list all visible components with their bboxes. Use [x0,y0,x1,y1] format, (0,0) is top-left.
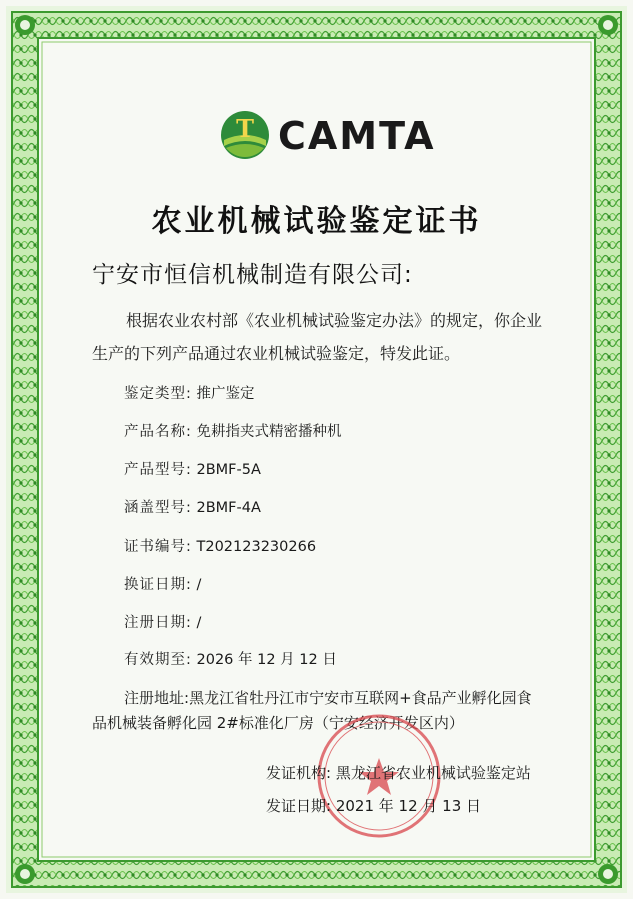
address-line-1: 黑龙江省牡丹江市宁安市互联网+食品产业孵化园食 [189,689,532,707]
address-label: 注册地址: [124,689,190,707]
registered-address [124,684,552,712]
field-product-model: 产品型号: 2BMF-5A [124,462,261,478]
field-value: 2BMF-4A [196,500,261,516]
field-product-name: 产品名称: 免耕指夹式精密播种机 [124,424,342,440]
issue-date-value: 2021 年 12 月 13 日 [335,797,482,815]
field-covered-model: 涵盖型号: 2BMF-4A [124,500,261,516]
field-certificate-number: 证书编号: T202123230266 [124,539,317,555]
certificate-title: 农业机械试验鉴定证书 [151,204,482,239]
field-value: 免耕指夹式精密播种机 [196,424,342,440]
issuer-value: 黑龙江省农业机械试验鉴定站 [335,764,531,782]
field-valid-until: 有效期至: 2026 年 12 月 12 日 [124,652,337,668]
intro-paragraph: 根据农业农村部《农业机械试验鉴定办法》的规定，你企业生产的下列产品通过农业机械试验鉴定，特发此证。 [92,311,543,363]
field-value: / [196,577,202,593]
field-value: / [196,615,202,631]
issue-date: 发证日期: 2021 年 12 月 13 日 [266,797,482,815]
camta-logo [220,110,436,160]
svg-text:T: T [236,114,254,143]
field-appraisal-type: 鉴定类型: 推广鉴定 [124,386,255,402]
field-registration-date: 注册日期: / [124,615,202,631]
brand-wordmark: CAMTA [278,114,436,158]
camta-emblem-icon [220,110,270,160]
field-value: T202123230266 [196,539,317,555]
issuing-authority: 发证机构: 黑龙江省农业机械试验鉴定站 [266,764,531,782]
field-value: 2026 年 12 月 12 日 [196,652,337,668]
field-value: 推广鉴定 [196,386,255,402]
field-renewal-date: 换证日期: / [124,577,202,593]
address-line-2: 品机械装备孵化园 2#标准化厂房（宁安经济开发区内） [92,714,464,732]
field-value: 2BMF-5A [196,462,261,478]
company-name: 宁安市恒信机械制造有限公司: [92,262,413,288]
